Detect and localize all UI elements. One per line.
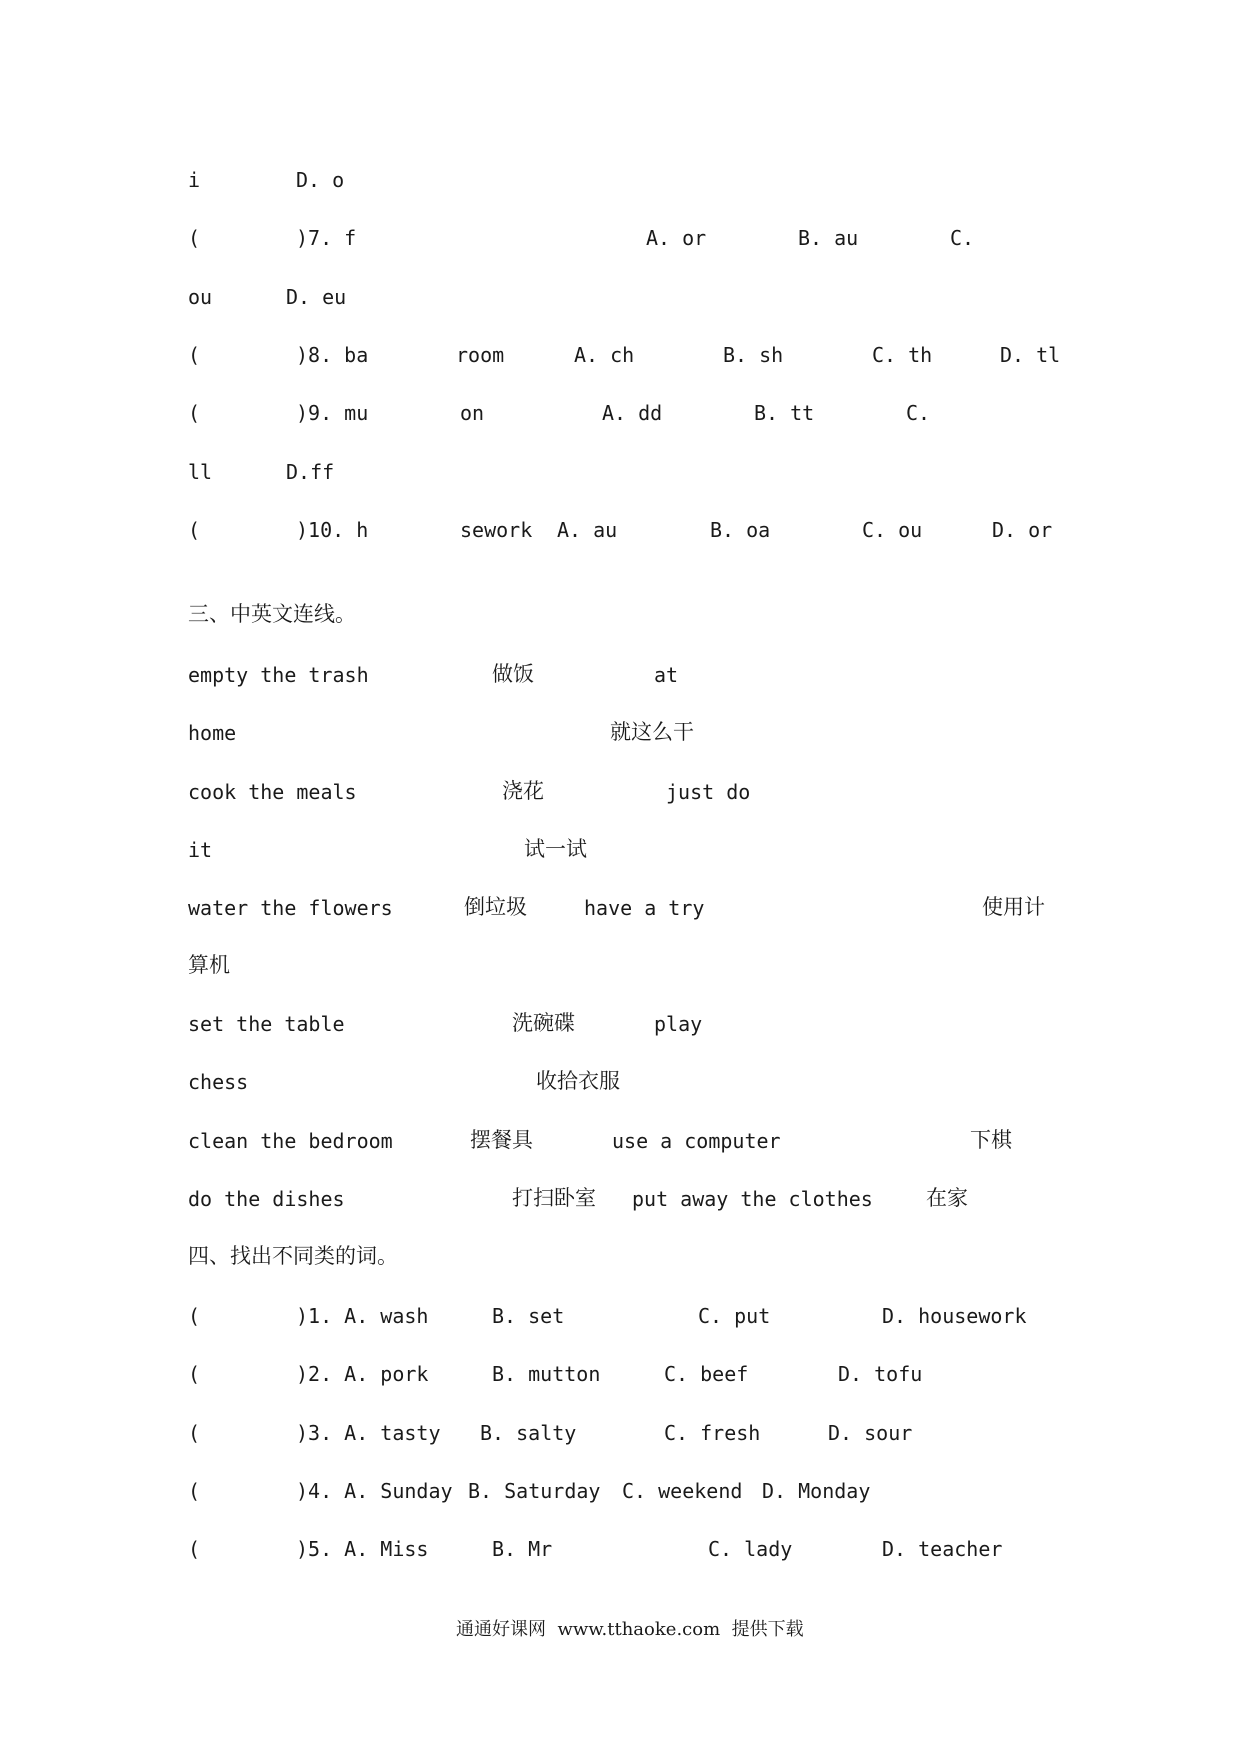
option-text: D. sour: [828, 1421, 913, 1445]
text-fragment: room: [456, 343, 505, 367]
page-footer: 通通好课网 www.tthaoke.com 提供下载: [456, 1619, 804, 1640]
answer-bracket: (: [188, 226, 201, 250]
option-text: D. teacher: [882, 1537, 1003, 1561]
text-fragment: ll: [188, 460, 213, 484]
question-number: )10. h: [296, 518, 369, 542]
question-number: )8. ba: [296, 343, 369, 367]
question-number: )9. mu: [296, 401, 369, 425]
option-text: A. au: [557, 518, 618, 542]
option-text: B. mutton: [492, 1362, 601, 1386]
option-text: D.ff: [286, 460, 335, 484]
option-text: C.: [906, 401, 931, 425]
text-fragment: ou: [188, 285, 213, 309]
english-phrase: put away the clothes: [632, 1187, 873, 1211]
question-number: )2. A. pork: [296, 1362, 429, 1386]
english-phrase: use a computer: [612, 1129, 781, 1153]
option-text: B. au: [798, 226, 859, 250]
answer-bracket: (: [188, 1362, 201, 1386]
option-text: D. housework: [882, 1304, 1027, 1328]
answer-bracket: (: [188, 1304, 201, 1328]
section-heading: 三、中英文连线。: [188, 602, 356, 626]
option-text: A. or: [646, 226, 707, 250]
english-phrase: just do: [666, 780, 751, 804]
text-fragment: on: [460, 401, 485, 425]
english-phrase: play: [654, 1012, 703, 1036]
option-text: C. put: [698, 1304, 771, 1328]
text-fragment: i: [188, 168, 201, 192]
option-text: D. tl: [1000, 343, 1061, 367]
option-text: B. Saturday: [468, 1479, 601, 1503]
english-phrase: empty the trash: [188, 663, 369, 687]
option-text: D. eu: [286, 285, 347, 309]
option-text: D. Monday: [762, 1479, 871, 1503]
option-text: C. th: [872, 343, 933, 367]
question-number: )3. A. tasty: [296, 1421, 441, 1445]
question-number: )7. f: [296, 226, 357, 250]
english-phrase: cook the meals: [188, 780, 357, 804]
section-heading: 四、找出不同类的词。: [188, 1244, 398, 1268]
question-number: )1. A. wash: [296, 1304, 429, 1328]
option-text: B. sh: [723, 343, 784, 367]
question-number: )4. A. Sunday: [296, 1479, 453, 1503]
option-text: B. salty: [480, 1421, 577, 1445]
option-text: D. or: [992, 518, 1053, 542]
option-text: A. dd: [602, 401, 663, 425]
english-phrase: at: [654, 663, 679, 687]
question-number: )5. A. Miss: [296, 1537, 429, 1561]
chinese-phrase: 使用计: [982, 895, 1045, 919]
answer-bracket: (: [188, 343, 201, 367]
answer-bracket: (: [188, 1479, 201, 1503]
option-text: A. ch: [574, 343, 635, 367]
answer-bracket: (: [188, 1421, 201, 1445]
option-text: C. beef: [664, 1362, 749, 1386]
chinese-phrase: 做饭: [492, 662, 534, 686]
option-text: D. tofu: [838, 1362, 923, 1386]
chinese-phrase: 浇花: [502, 779, 544, 803]
answer-bracket: (: [188, 1537, 201, 1561]
chinese-phrase: 在家: [926, 1186, 968, 1210]
option-text: C.: [950, 226, 975, 250]
english-phrase: clean the bedroom: [188, 1129, 393, 1153]
english-phrase: it: [188, 838, 213, 862]
option-text: B. tt: [754, 401, 815, 425]
chinese-phrase: 收拾衣服: [536, 1069, 620, 1093]
chinese-phrase: 倒垃圾: [464, 895, 527, 919]
chinese-phrase: 试一试: [524, 837, 587, 861]
answer-bracket: (: [188, 518, 201, 542]
chinese-phrase: 摆餐具: [470, 1128, 533, 1152]
text-fragment: sework: [460, 518, 533, 542]
english-phrase: home: [188, 721, 237, 745]
option-text: B. set: [492, 1304, 565, 1328]
chinese-phrase: 就这么干: [610, 720, 694, 744]
chinese-phrase: 打扫卧室: [512, 1186, 596, 1210]
chinese-phrase: 算机: [188, 953, 230, 977]
english-phrase: set the table: [188, 1012, 345, 1036]
option-text: B. Mr: [492, 1537, 553, 1561]
answer-bracket: (: [188, 401, 201, 425]
english-phrase: chess: [188, 1070, 249, 1094]
english-phrase: have a try: [584, 896, 705, 920]
option-text: C. ou: [862, 518, 923, 542]
option-text: C. fresh: [664, 1421, 761, 1445]
option-text: C. lady: [708, 1537, 793, 1561]
option-text: C. weekend: [622, 1479, 743, 1503]
option-text: B. oa: [710, 518, 771, 542]
option-text: D. o: [296, 168, 345, 192]
chinese-phrase: 下棋: [970, 1128, 1012, 1152]
english-phrase: do the dishes: [188, 1187, 345, 1211]
english-phrase: water the flowers: [188, 896, 393, 920]
chinese-phrase: 洗碗碟: [512, 1011, 575, 1035]
